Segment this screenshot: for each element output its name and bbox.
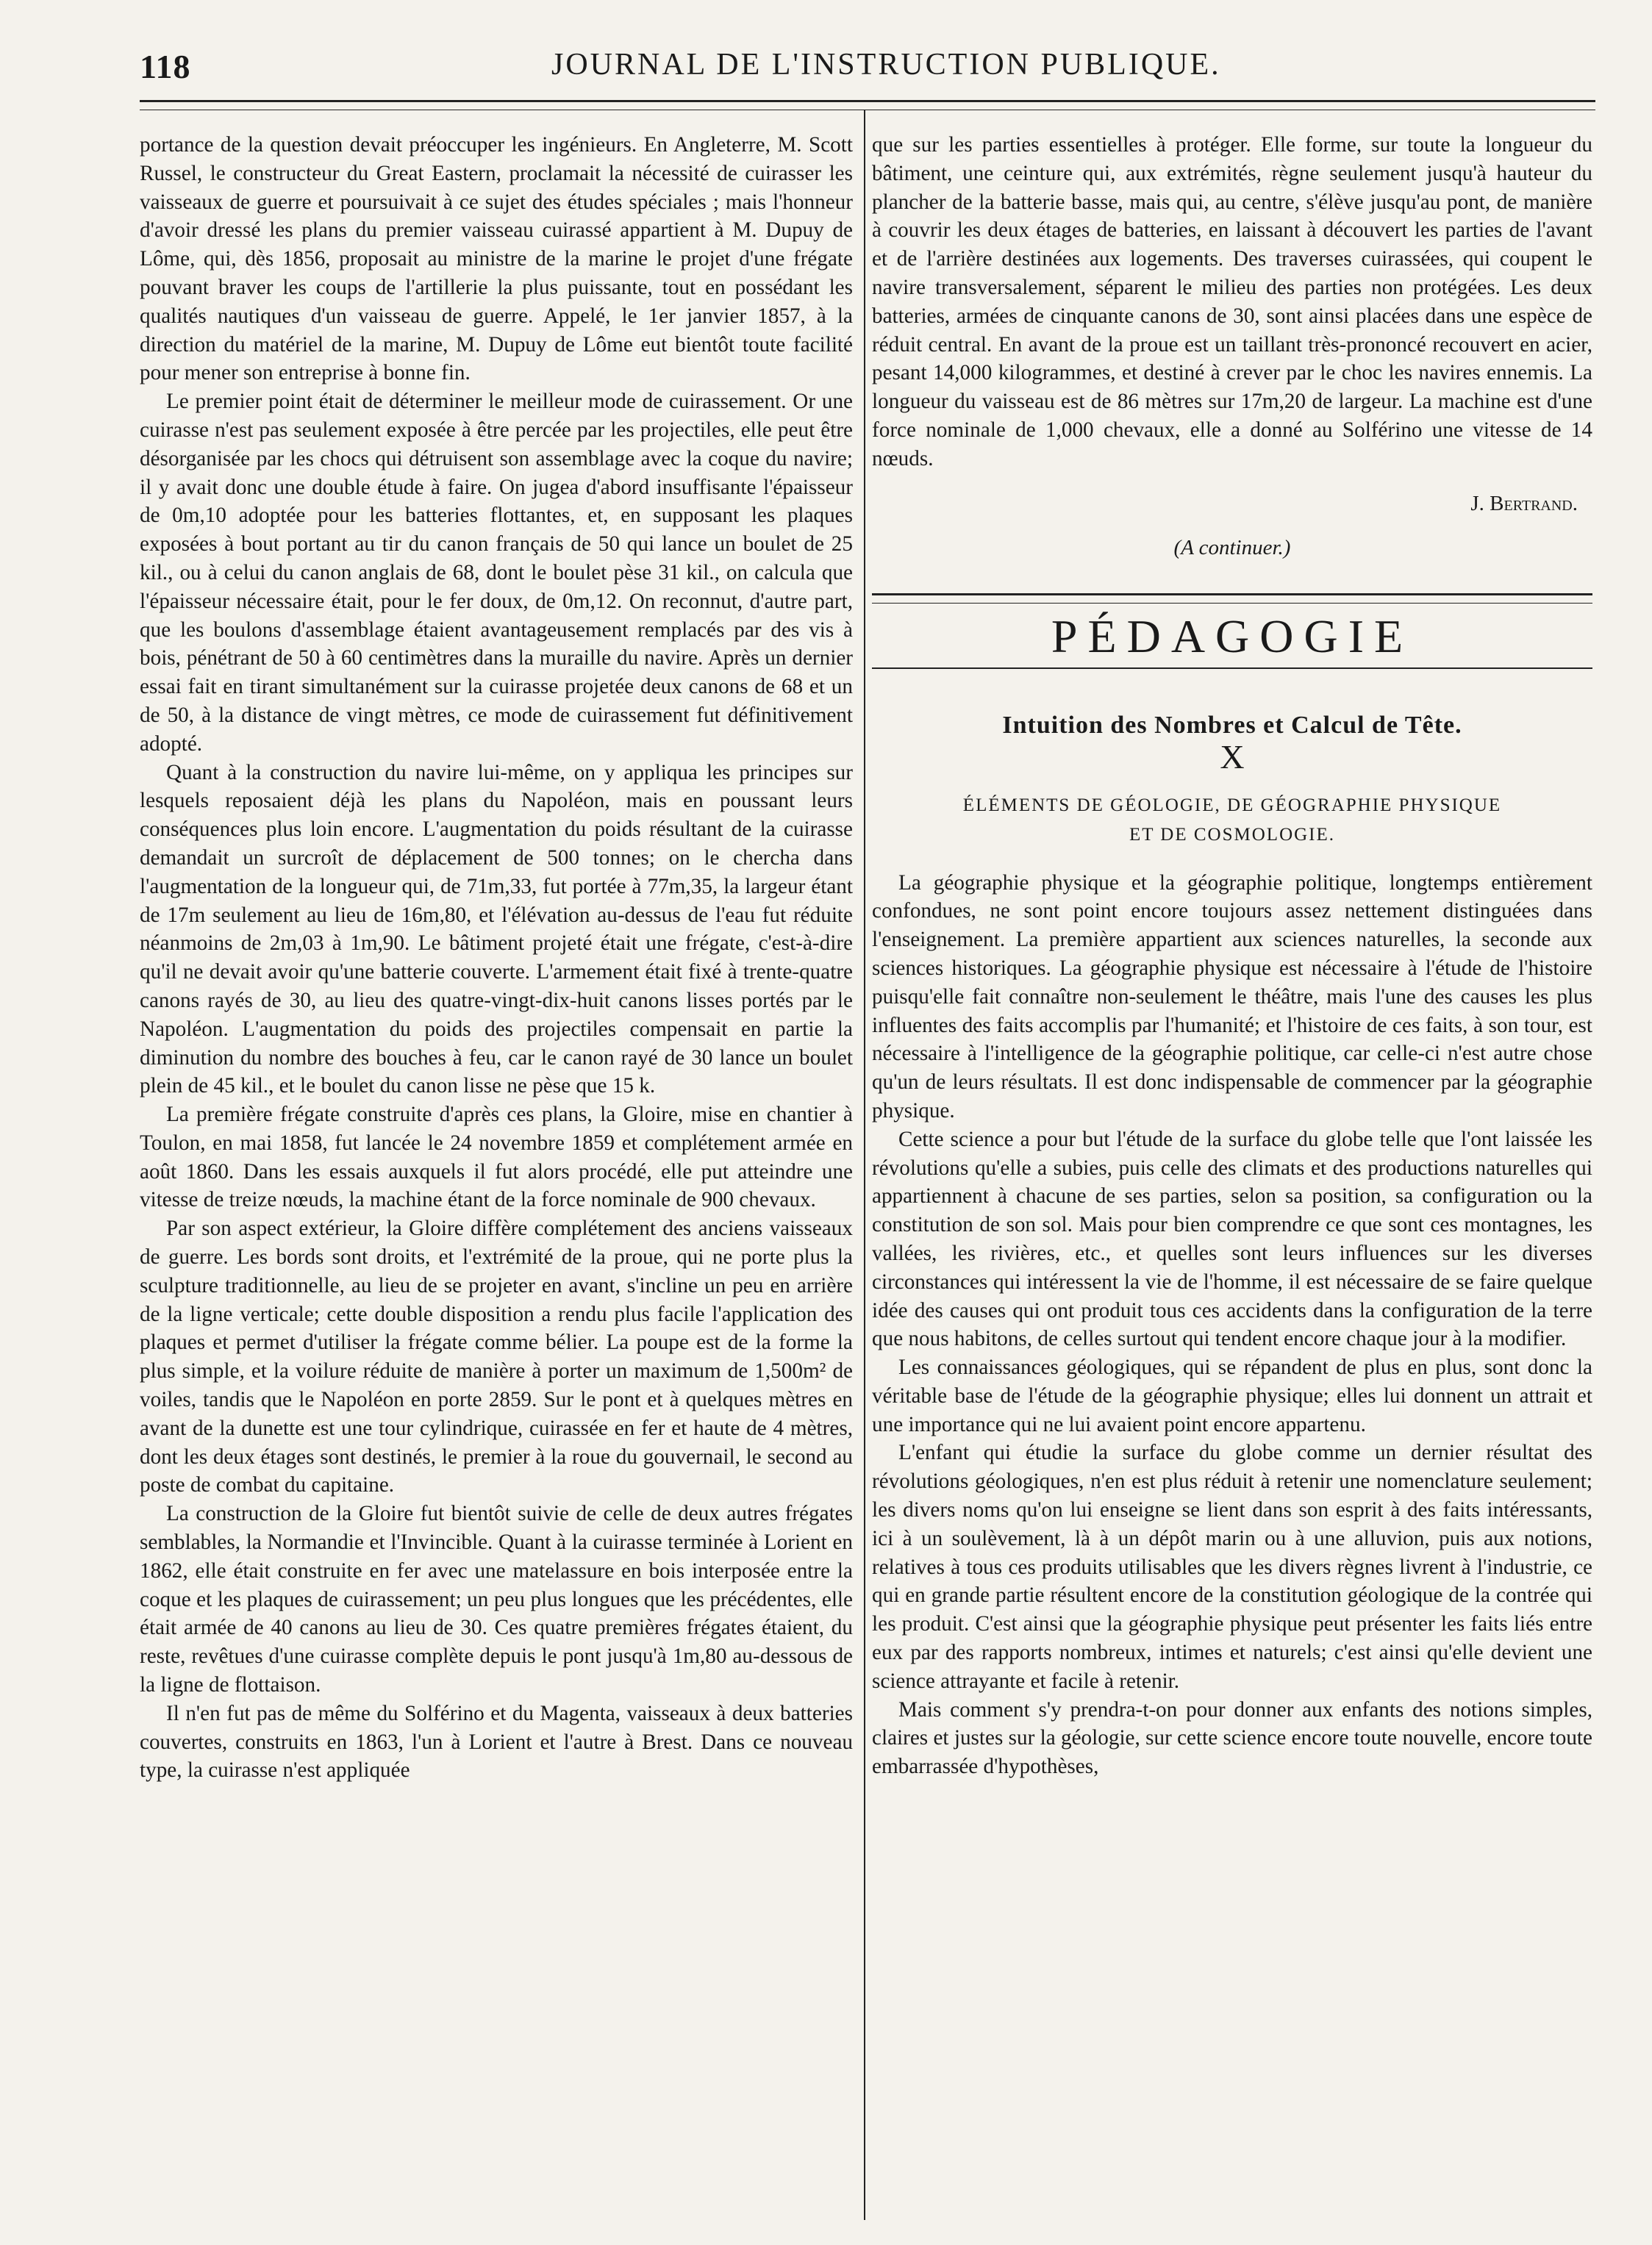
- paragraph: L'enfant qui étudie la surface du globe comme un dernier résultat des révolutions géologiques, n'en est plus réduit à retenir une nomenclature seulement; les divers noms qu'on lui enseigne se lient dans son esprit à des faits intéressants, ici à un soulèvement, là à un dépôt marin ou à une alluvion, puis aux notions, relatives à tous ces produits utilisables que les divers règnes livrent à l'industrie, ce qui en grande partie résultent encore de la constitution géologique de la contrée qui les produit. C'est ainsi que la géographie physique peut présenter les faits liés entre eux par des rapports nombreux, intimes et naturels; c'est ainsi qu'elle devient une science attrayante et facile à retenir.: [872, 1441, 1592, 1693]
- paragraph: Par son aspect extérieur, la Gloire diffère complétement des anciens vaisseaux de guerre. Les bords sont droits, et l'extrémité de la proue, qui ne porte plus la sculpture traditionnelle, au lieu de se projeter en avant, s'incline un peu en arrière de la ligne verticale; cette double disposition a rendu plus facile l'application des plaques et permet d'utiliser la frégate comme bélier. La poupe est de la forme la plus simple, et la voilure réduite de manière à porter un maximum de 1,500m² de voiles, tandis que le Napoléon en porte 2859. Sur le pont et à quelques mètres en avant de la dunette est une tour cylindrique, cuirassée en fer et haute de 4 mètres, dont les deux étages sont destinés, le premier à la roue du gouvernail, le second au poste de combat du capitaine.: [140, 1217, 853, 1497]
- section-rule: [872, 667, 1592, 669]
- article-title: Intuition des Nombres et Calcul de Tête.: [1002, 711, 1462, 739]
- paragraph: que sur les parties essentielles à protéger. Elle forme, sur toute la longueur du bâtiment, une ceinture qui, aux extrémités, règne seulement jusqu'à hauteur du plancher de la batterie basse, mais qui, au centre, s'élève jusqu'au pont, de manière à couvrir les deux étages de batteries, en laissant à découvert les parties de l'avant et de l'arrière destinées aux logements. Des traverses cuirassées, qui coupent le navire transversalement, séparent le milieu des parties non protégées. Les deux batteries, armées de cinquante canons de 30, sont ainsi placées dans une espèce de réduit central. En avant de la proue est un taillant très-prononcé recouvert en acier, pesant 14,000 kilogrammes, et destiné à crever par le choc les navires ennemis. La longueur du vaisseau est de 86 mètres sur 17m,20 de largeur. La machine est d'une force nominale de 1,000 chevaux, elle a donné au Solférino une vitesse de 14 nœuds.: [872, 133, 1592, 470]
- paragraph: Quant à la construction du navire lui-même, on y appliqua les principes sur lesquels reposaient déjà les plans du Napoléon, mais en poussant leurs conséquences plus loin encore. L'augmentation du poids résultant de la cuirasse demandait un surcroît de déplacement de 500 tonnes; on le chercha dans l'augmentation de la longueur qui, de 71m,33, fut portée à 77m,35, la largeur étant de 17m seulement au lieu de 16m,80, et l'élévation au-dessus de l'eau fut réduite néanmoins de 2m,03 à 1m,90. Le bâtiment projeté était une frégate, c'est-à-dire qu'il ne devait avoir qu'une batterie couverte. L'armement était fixé à trente-quatre canons rayés de 30, au lieu des quatre-vingt-dix-huit canons lisses portés par le Napoléon. L'augmentation du poids des projectiles compensait en partie la diminution du nombre des bouches à feu, car le canon rayé de 30 lance un boulet plein de 45 kil., et le boulet du canon lisse ne pèse que 15 k.: [140, 760, 853, 1098]
- header-double-rule: [140, 100, 1595, 110]
- article-body: [872, 869, 1592, 1782]
- column-divider: [864, 110, 865, 2220]
- article-subtitle-line: ET DE COSMOLOGIE.: [1129, 824, 1336, 845]
- paragraph: Il n'en fut pas de même du Solférino et du Magenta, vaisseaux à deux batteries couvertes, construits en 1863, l'un à Lorient et l'autre à Brest. Dans ce nouveau type, la cuirasse n'est appliquée: [140, 1701, 853, 1783]
- paragraph: Mais comment s'y prendra-t-on pour donner aux enfants des notions simples, claires et justes sur la géologie, sur cette science encore toute nouvelle, encore toute embarrassée d'hypothèses,: [872, 1697, 1592, 1779]
- paragraph: La géographie physique et la géographie politique, longtemps entièrement confondues, ne sont point encore toujours assez nettement distinguées dans l'enseignement. La première appartient aux sciences naturelles, la seconde aux sciences historiques. La géographie physique est nécessaire à l'étude de l'histoire puisqu'elle fait connaître non-seulement le théâtre, mais l'une des causes les plus influentes des faits accomplis par l'humanité; et l'histoire de ces faits, à son tour, est nécessaire à l'intelligence de la géographie politique, car celle-ci n'est autre chose qu'un de leurs résultats. Il est donc indispensable de commencer par la géographie physique.: [872, 870, 1592, 1122]
- paragraph: La première frégate construite d'après ces plans, la Gloire, mise en chantier à Toulon, en mai 1858, fut lancée le 24 novembre 1859 et complétement armée en août 1860. Dans les essais auxquels il fut alors procédé, elle put atteindre une vitesse de treize nœuds, la machine étant de la force nominale de 900 chevaux.: [140, 1103, 853, 1212]
- section-double-rule: [872, 593, 1592, 604]
- right-column: [872, 131, 1592, 1781]
- section-title: PÉDAGOGIE: [1051, 610, 1414, 663]
- article-numeral: X: [1220, 737, 1245, 776]
- paragraph: Les connaissances géologiques, qui se répandent de plus en plus, sont donc la véritable base de l'étude de la géographie physique; elles lui donnent un attrait et une importance qui ne lui avaient point encore appartenu.: [872, 1356, 1592, 1436]
- page-header: [140, 47, 1588, 91]
- page-number: 118: [140, 48, 191, 85]
- paragraph: portance de la question devait préoccuper les ingénieurs. En Angleterre, M. Scott Russel, le constructeur du Great Eastern, proclamait la nécessité de cuirasser les vaisseaux de guerre et poursuivait à ce sujet des études spéciales ; mais l'honneur d'avoir dressé les plans du premier vaisseau cuirassé appartient à M. Dupuy de Lôme, qui, dès 1856, proposait au ministre de la marine le projet d'une frégate pouvant braver les coups de l'artillerie la plus puissante, tout en possédant les qualités nautiques d'un vaisseau de guerre. Appelé, le 1er janvier 1857, à la direction du matériel de la marine, M. Dupuy de Lôme eut bientôt toute facilité pour mener son entreprise à bonne fin.: [140, 133, 853, 385]
- article-subtitle-line: ÉLÉMENTS DE GÉOLOGIE, DE GÉOGRAPHIE PHYSIQUE: [962, 795, 1502, 815]
- paragraph: La construction de la Gloire fut bientôt suivie de celle de deux autres frégates semblables, la Normandie et l'Invincible. Quant à la cuirasse terminée à Lorient en 1862, elle était construite en fer avec une matelassure en bois interposée entre la coque et les plaques de cuirassement; un peu plus longues que les précédentes, elle était armée de 40 canons au lieu de 30. Ces quatre premières frégates étaient, du reste, revêtues d'une cuirasse complète depuis le pont jusqu'à 1m,80 au-dessous de la ligne de flottaison.: [140, 1502, 853, 1697]
- author-signature: J. Bertrand.: [1470, 491, 1578, 515]
- paragraph: Cette science a pour but l'étude de la surface du globe telle que l'ont laissée les révolutions qu'elle a subies, puis celle des climats et des productions naturelles qui appartiennent à chacune de ses parties, selon sa position, sa configuration ou la constitution de son sol. Mais pour bien comprendre ce que sont ces montagnes, les vallées, les rivières, etc., et quelles sont leurs influences sur les diverses circonstances qui intéressent la vie de l'homme, il est nécessaire de se faire quelque idée des causes qui ont produit tous ces accidents dans la configuration de la terre que nous habitons, de celles surtout qui tendent encore chaque jour à la modifier.: [872, 1127, 1592, 1351]
- paragraph: Le premier point était de déterminer le meilleur mode de cuirassement. Or une cuirasse n'est pas seulement exposée à être percée par les projectiles, elle peut être désorganisée par les chocs qui détruisent son assemblage avec la coque du navire; il y avait donc une double étude à faire. On jugea d'abord insuffisante l'épaisseur de 0m,10 adoptée pour les batteries flottantes, et, en supposant les plaques exposées à bout portant au tir du canon français de 50 qui lance un boulet de 25 kil., ou à celui du canon anglais de 68, dont le boulet pèse 31 kil., on calcula que l'épaisseur nécessaire était, pour le fer doux, de 0m,12. On reconnut, d'autre part, que les boulons d'assemblage étaient avantageusement remplacés par des vis à bois, pénétrant de 50 à 60 centimètres dans la muraille du navire. Après un dernier essai fait en tirant simultanément sur la cuirasse projetée deux canons de 68 et un de 50, à la distance de vingt mètres, ce mode de cuirassement fut définitivement adopté.: [140, 390, 853, 756]
- continuation-note: (A continuer.): [1173, 536, 1291, 560]
- left-column: [140, 131, 853, 1785]
- running-title: JOURNAL DE L'INSTRUCTION PUBLIQUE.: [551, 48, 1221, 82]
- article-subtitle: [872, 791, 1592, 850]
